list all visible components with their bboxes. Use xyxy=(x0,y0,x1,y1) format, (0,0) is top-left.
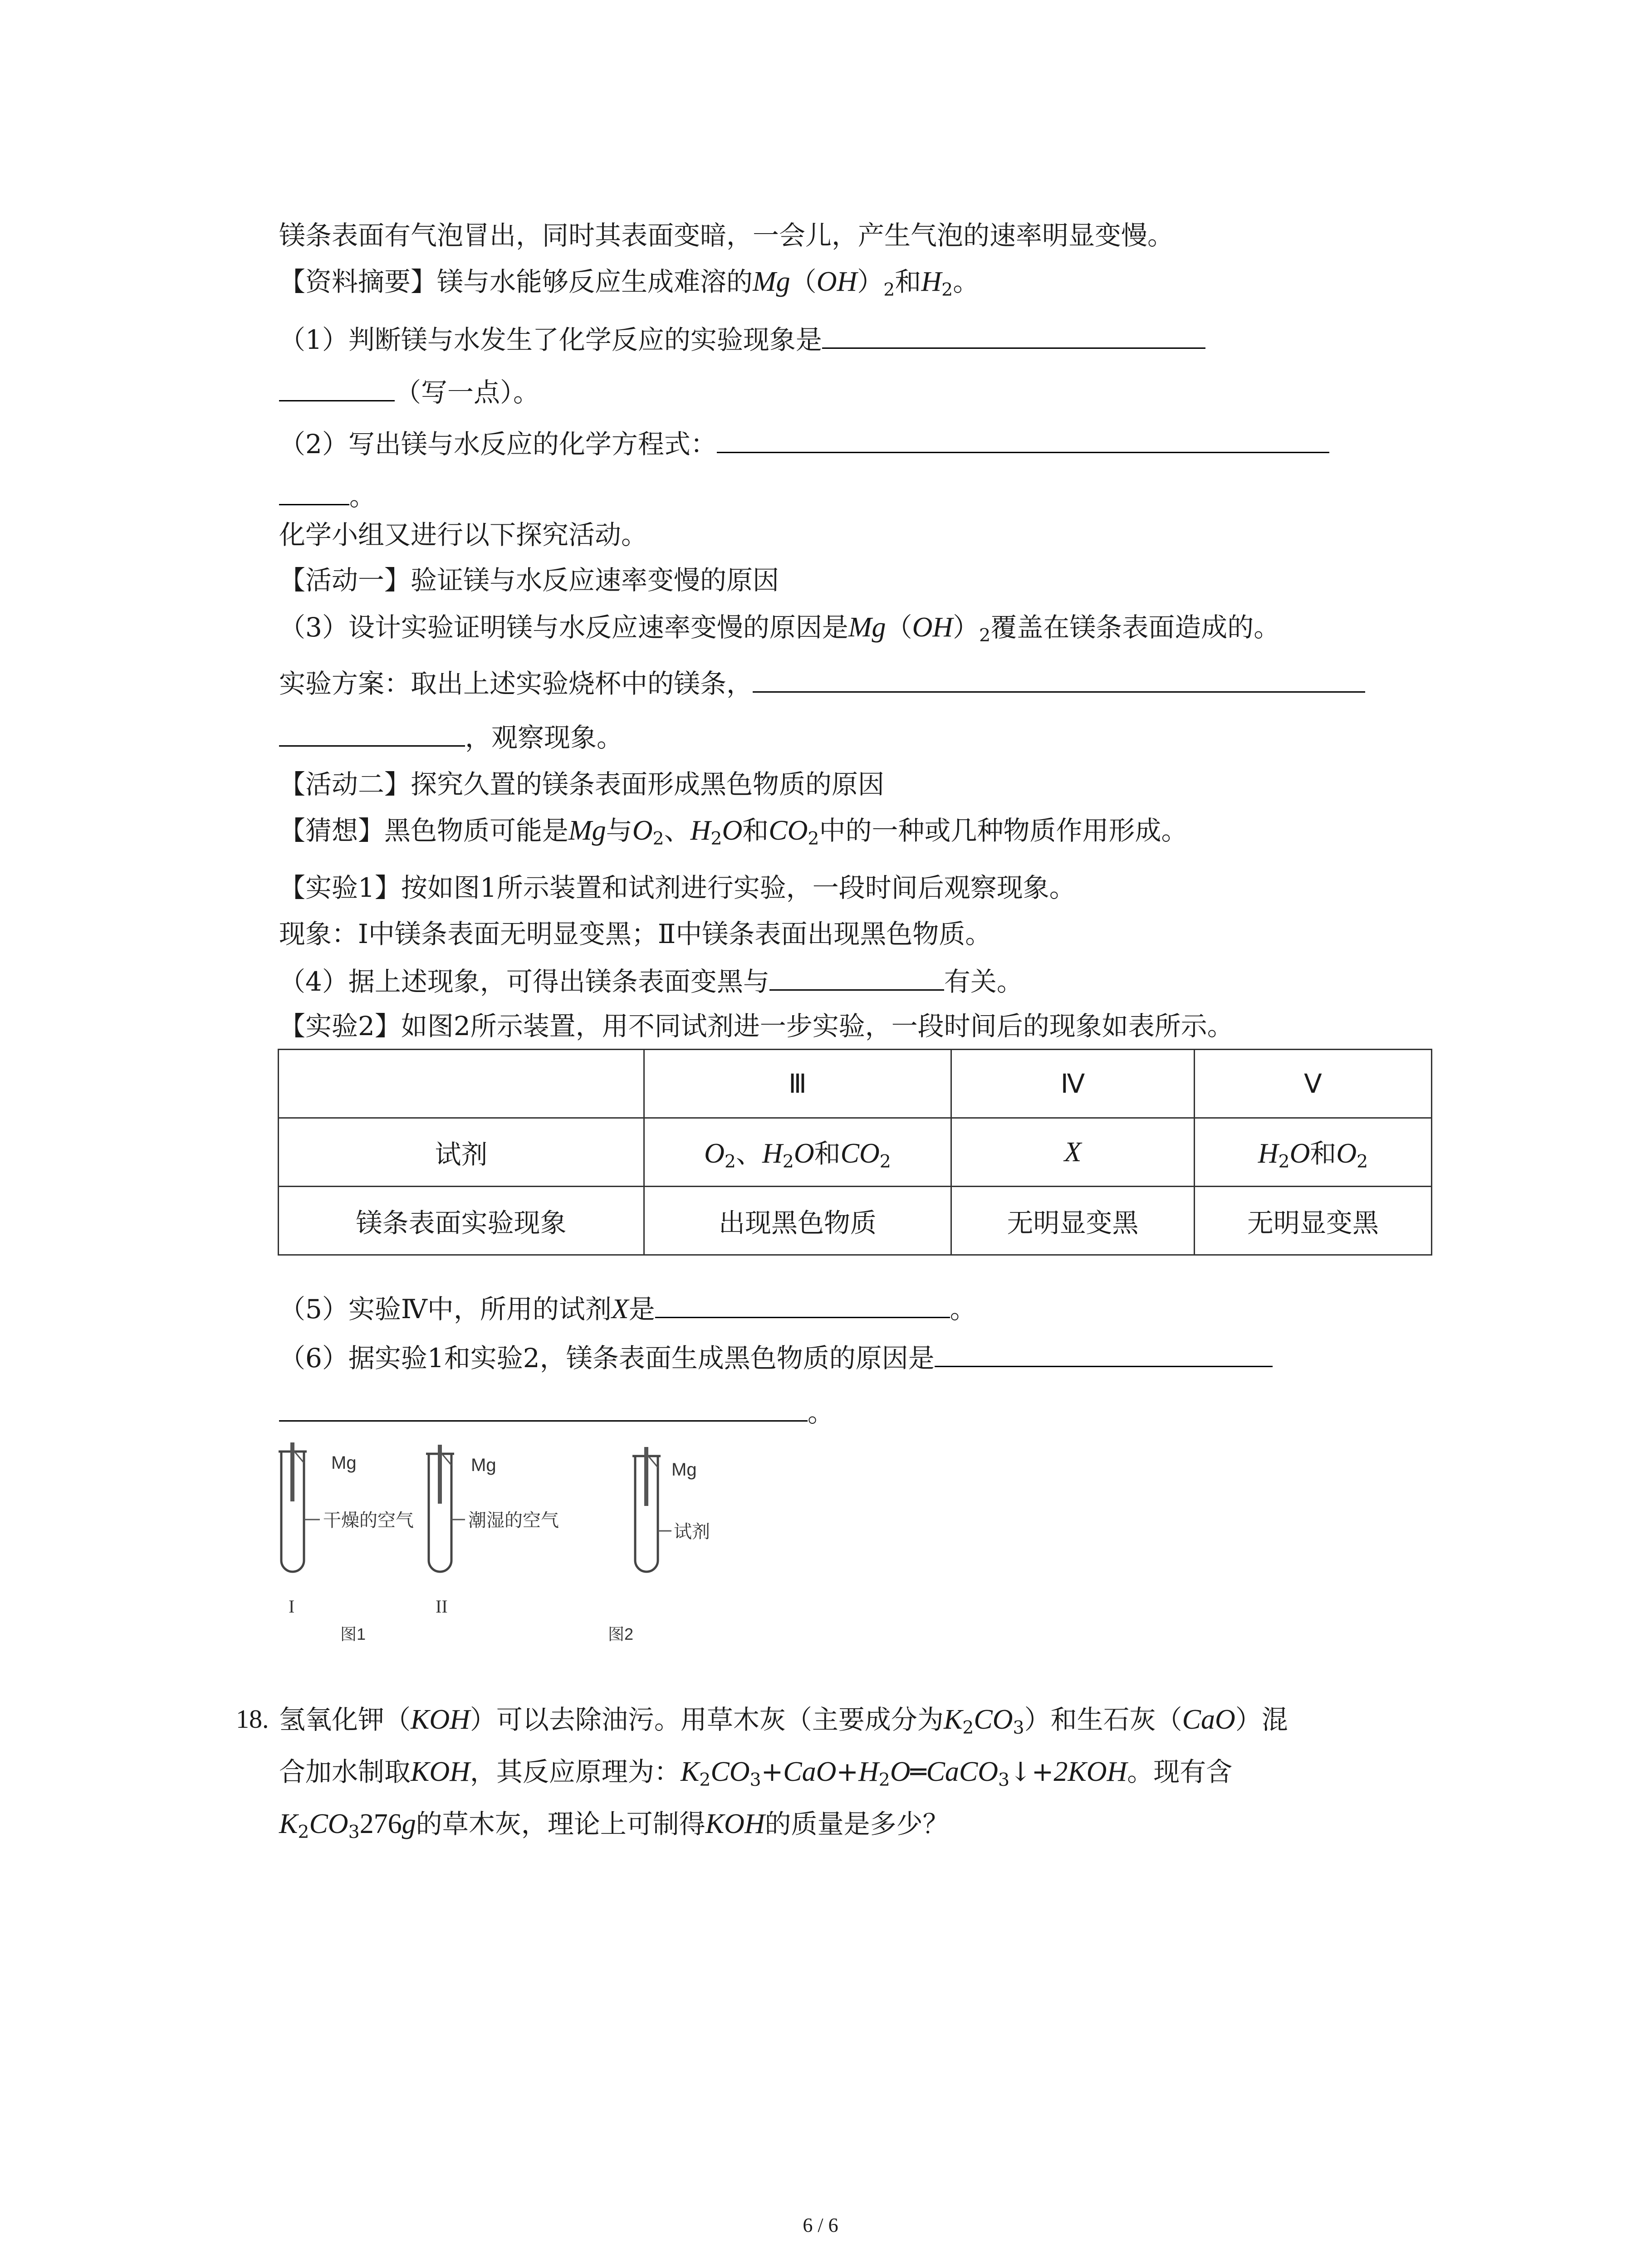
text: 是 xyxy=(628,1294,655,1325)
answer-blank[interactable] xyxy=(655,1313,950,1318)
text: 和 xyxy=(895,266,921,297)
equals-sign: ═ xyxy=(910,1756,926,1787)
line-experiment-2 xyxy=(279,1013,1234,1039)
subscript: 2 xyxy=(1278,1151,1290,1173)
answer-blank[interactable] xyxy=(717,448,1329,453)
text: 、 xyxy=(664,815,691,846)
question-2 xyxy=(279,431,1329,457)
formula: CO xyxy=(710,1756,750,1787)
tube2-metal-label: Mg xyxy=(471,1455,496,1475)
subscript: 2 xyxy=(962,1717,974,1739)
answer-blank[interactable] xyxy=(753,688,1365,693)
line-1 xyxy=(279,222,1174,249)
answer-blank[interactable] xyxy=(279,1417,808,1422)
formula: CO xyxy=(309,1809,348,1839)
table-header-row xyxy=(279,1050,1432,1118)
formula: CO xyxy=(974,1704,1013,1735)
question-1-cont xyxy=(279,379,539,406)
text: 。 xyxy=(808,1397,834,1428)
text: 【实验2】如图2所示装置，用不同试剂进一步实验，一段时间后的现象如表所示。 xyxy=(279,1011,1234,1041)
tube1-metal-label: Mg xyxy=(331,1453,357,1473)
formula: KOH xyxy=(705,1809,765,1839)
text: 。 xyxy=(953,266,980,297)
text: ） xyxy=(953,612,980,643)
formula: K xyxy=(279,1809,298,1839)
figure-2-caption: 图2 xyxy=(608,1625,634,1643)
text: （5）实验Ⅳ中，所用的试剂 xyxy=(279,1294,612,1325)
table-row xyxy=(279,1187,1432,1255)
subscript: 3 xyxy=(348,1822,360,1843)
tube2-number: II xyxy=(436,1596,448,1617)
formula: O xyxy=(890,1756,911,1787)
text: + xyxy=(761,1756,784,1787)
text: ）和生石灰（ xyxy=(1024,1704,1182,1735)
formula: H xyxy=(921,266,942,297)
question-18-line-2 xyxy=(279,1758,1232,1789)
text: 与 xyxy=(606,815,632,846)
experiment-plan xyxy=(279,670,1365,697)
formula: KOH xyxy=(411,1704,470,1735)
table-cell: Ⅲ xyxy=(644,1050,951,1118)
answer-blank[interactable] xyxy=(279,742,465,747)
text: 氢氧化钾（ xyxy=(279,1704,411,1735)
page-number: 6 / 6 xyxy=(803,2214,838,2236)
table-cell: 镁条表面实验现象 xyxy=(279,1187,644,1255)
tube3-metal-label: Mg xyxy=(671,1460,697,1480)
subscript: 2 xyxy=(878,1769,890,1791)
formula: CaCO xyxy=(926,1756,999,1787)
question-18-line-1 xyxy=(279,1706,1288,1737)
tube1-number: I xyxy=(289,1596,295,1617)
experiment-plan-cont xyxy=(279,724,623,751)
text: 有关。 xyxy=(944,966,1023,997)
line-info-summary xyxy=(279,268,979,299)
subscript: 2 xyxy=(808,828,819,850)
subscript: 3 xyxy=(998,1769,1010,1791)
formula: O xyxy=(794,1138,814,1169)
text: ，其反应原理为： xyxy=(470,1756,681,1787)
formula: KOH xyxy=(411,1756,470,1787)
tube2-content-label: 潮湿的空气 xyxy=(468,1510,559,1530)
text: （1）判断镁与水发生了化学反应的实验现象是 xyxy=(279,324,822,355)
line-guess xyxy=(279,816,1188,848)
text: 。 xyxy=(349,481,376,512)
formula: H xyxy=(762,1138,783,1169)
subscript: 2 xyxy=(883,279,895,301)
text: ）混 xyxy=(1235,1704,1288,1735)
figure-1-caption: 图1 xyxy=(340,1625,366,1643)
number: 276 xyxy=(359,1809,402,1839)
table-cell xyxy=(1195,1118,1432,1187)
table-cell: 无明显变黑 xyxy=(1195,1187,1432,1255)
experiment-figure xyxy=(272,1429,726,1656)
answer-blank[interactable] xyxy=(279,396,395,401)
subscript: 2 xyxy=(699,1769,711,1791)
table-cell xyxy=(279,1050,644,1118)
table-cell xyxy=(644,1118,951,1187)
text: 和 xyxy=(742,815,769,846)
test-tube-3 xyxy=(632,1447,710,1572)
table-cell: 无明显变黑 xyxy=(951,1187,1195,1255)
text: （ xyxy=(790,266,817,297)
text: + xyxy=(1031,1756,1054,1787)
subscript: 2 xyxy=(652,828,664,850)
tube1-content-label: 干燥的空气 xyxy=(323,1510,414,1530)
text: 的质量是多少？ xyxy=(764,1809,949,1839)
text: 【活动一】验证镁与水反应速率变慢的原因 xyxy=(279,565,779,596)
question-18 xyxy=(236,1706,269,1732)
formula: H xyxy=(690,815,711,846)
formula: CO xyxy=(840,1138,880,1169)
text: （3）设计实验证明镁与水反应速率变慢的原因是 xyxy=(279,612,848,643)
question-5 xyxy=(279,1295,976,1323)
formula: O xyxy=(1336,1138,1357,1169)
formula: OH xyxy=(816,266,857,297)
question-2-cont xyxy=(279,481,376,512)
question-18-line-3 xyxy=(279,1810,949,1841)
text: 【资料摘要】镁与水能够反应生成难溶的 xyxy=(279,266,753,297)
text: （6）据实验1和实验2，镁条表面生成黑色物质的原因是 xyxy=(279,1343,935,1374)
formula: O xyxy=(722,815,743,846)
line-activity-2 xyxy=(279,769,885,800)
question-3 xyxy=(279,613,1280,645)
formula: Mg xyxy=(568,815,606,846)
formula: Mg xyxy=(753,266,790,297)
formula: K xyxy=(680,1756,700,1787)
text: ） xyxy=(857,266,884,297)
table-cell xyxy=(951,1118,1195,1187)
subscript: 2 xyxy=(710,828,722,850)
text: 覆盖在镁条表面造成的。 xyxy=(990,612,1280,643)
results-table xyxy=(278,1049,1432,1256)
subscript: 3 xyxy=(749,1769,761,1791)
answer-blank[interactable] xyxy=(822,344,1205,349)
text: 镁条表面有气泡冒出，同时其表面变暗，一会儿，产生气泡的速率明显变慢。 xyxy=(279,220,1174,251)
text: 【猜想】黑色物质可能是 xyxy=(279,815,569,846)
line-observation xyxy=(279,921,991,947)
formula: H xyxy=(1258,1138,1279,1169)
subscript: 2 xyxy=(724,1151,736,1173)
precipitate-arrow: ↓ xyxy=(1009,1756,1032,1787)
subscript: 2 xyxy=(979,625,991,646)
line-activity-1 xyxy=(279,565,779,596)
formula: 2KOH xyxy=(1053,1756,1127,1787)
formula: OH xyxy=(912,612,953,643)
text: ，观察现象。 xyxy=(465,722,623,753)
formula: CaO xyxy=(1182,1704,1235,1735)
subscript: 3 xyxy=(1013,1717,1024,1739)
table-cell: 试剂 xyxy=(279,1118,644,1187)
answer-blank[interactable] xyxy=(279,500,349,505)
formula: O xyxy=(632,815,653,846)
unit: g xyxy=(402,1809,416,1839)
text: 实验方案：取出上述实验烧杯中的镁条， xyxy=(279,668,753,699)
answer-blank[interactable] xyxy=(935,1362,1273,1367)
subscript: 2 xyxy=(782,1151,794,1173)
text: （写一点）。 xyxy=(395,377,540,408)
text: （ xyxy=(886,612,912,643)
text: （2）写出镁与水反应的化学方程式： xyxy=(279,429,717,459)
formula: Mg xyxy=(848,612,886,643)
text: ）可以去除油污。用草木灰（主要成分为 xyxy=(470,1704,944,1735)
subscript: 2 xyxy=(1357,1151,1368,1173)
question-6-cont xyxy=(279,1399,834,1426)
formula: H xyxy=(858,1756,879,1787)
subscript: 2 xyxy=(941,279,953,301)
formula: O xyxy=(704,1138,725,1169)
answer-blank[interactable] xyxy=(769,986,944,991)
line-experiment-1 xyxy=(279,872,1076,903)
text: 中的一种或几种物质作用形成。 xyxy=(819,815,1188,846)
text: （4）据上述现象，可得出镁条表面变黑与 xyxy=(279,966,769,997)
table-cell: Ⅴ xyxy=(1195,1050,1432,1118)
text: 。 xyxy=(950,1294,976,1325)
text: + xyxy=(836,1756,858,1787)
text: 、 xyxy=(735,1138,762,1169)
table-row xyxy=(279,1118,1432,1187)
table-cell: 出现黑色物质 xyxy=(644,1187,951,1255)
question-4 xyxy=(279,968,1023,995)
question-1 xyxy=(279,324,1205,355)
tube3-content-label: 试剂 xyxy=(674,1522,710,1542)
test-tube-1 xyxy=(279,1442,414,1617)
text: 化学小组又进行以下探究活动。 xyxy=(279,519,648,550)
text: 【活动二】探究久置的镁条表面形成黑色物质的原因 xyxy=(279,769,885,800)
text: 和 xyxy=(1310,1138,1337,1169)
text: 。现有含 xyxy=(1127,1756,1233,1787)
subscript: 2 xyxy=(879,1151,891,1173)
question-number: 18. xyxy=(236,1704,269,1734)
formula: O xyxy=(1289,1138,1310,1169)
test-tube-2 xyxy=(426,1445,559,1617)
table-cell: Ⅳ xyxy=(951,1050,1195,1118)
text: 合加水制取 xyxy=(279,1756,411,1787)
line-activity-intro xyxy=(279,519,648,550)
text: 【实验1】按如图1所示装置和试剂进行实验，一段时间后观察现象。 xyxy=(279,872,1076,903)
text: 现象：Ⅰ中镁条表面无明显变黑；Ⅱ中镁条表面出现黑色物质。 xyxy=(279,919,992,949)
formula: X xyxy=(611,1294,629,1325)
formula: CO xyxy=(769,815,808,846)
text: 和 xyxy=(814,1138,841,1169)
formula: K xyxy=(943,1704,963,1735)
formula: X xyxy=(1064,1136,1082,1168)
question-6 xyxy=(279,1343,1273,1374)
subscript: 2 xyxy=(298,1822,309,1843)
formula: CaO xyxy=(783,1756,837,1787)
text: 的草木灰，理论上可制得 xyxy=(416,1809,705,1839)
